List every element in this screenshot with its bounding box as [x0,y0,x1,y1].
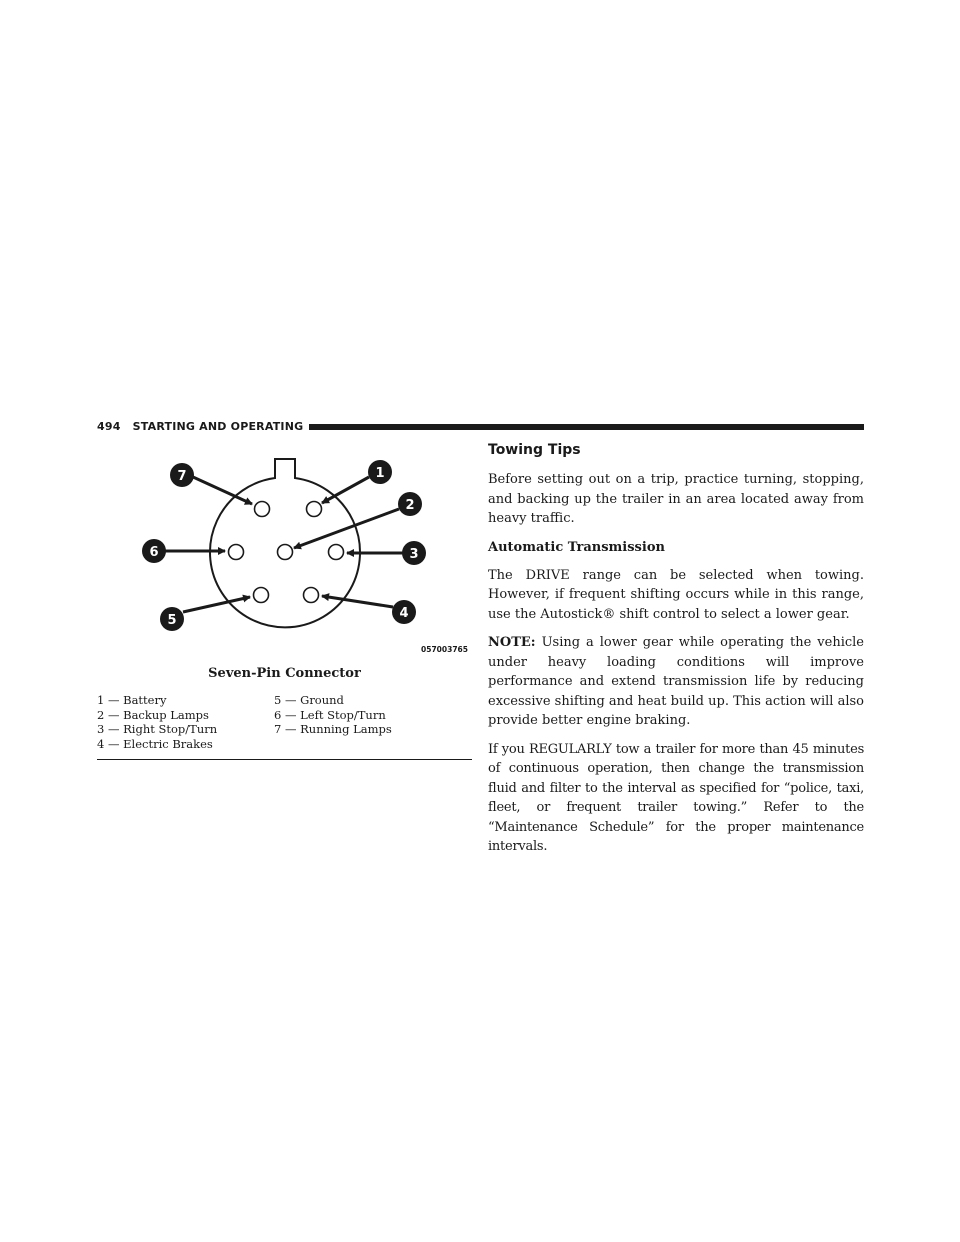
callout-4-label: 4 [399,606,409,621]
legend-item: 6 — Left Stop/Turn [274,707,386,722]
callout-6-label: 6 [149,545,159,560]
legend-item: 5 — Ground [274,693,344,707]
legend-rule [97,759,472,760]
callout-2-label: 2 [405,498,415,513]
pin-5 [254,588,269,603]
note-text: Using a lower gear while operating the vehicle under heavy loading conditions will improve performance and extend transmission life by reducing excessive shifting and heat build up. This action will also provide better engine braking. [488,635,864,728]
legend-item: 4 — Electric Brakes [97,736,213,751]
body-column [488,440,864,866]
note-paragraph [488,633,864,731]
page-number: 494 [97,420,121,433]
paragraph-intro: Before setting out on a trip, practice turning, stopping, and backing up the trailer in an area located away from heavy traffic. [488,472,864,526]
pin-6 [229,545,244,560]
pin-7 [255,502,270,517]
seven-pin-connector-figure [97,445,472,663]
leader-1 [322,477,369,503]
callout-1-label: 1 [375,466,385,481]
legend-item: 7 — Running Lamps [274,722,392,736]
page-header [97,419,864,435]
connector-diagram [97,445,472,663]
pin-1 [307,502,322,517]
subheading: Automatic Transmission [488,539,665,555]
paragraph-maintenance: If you REGULARLY tow a trailer for more than 45 minutes of continuous operation, then change the transmission fluid and filter to the interval as specified for “police, taxi, fleet, or frequent trailer towing.” Refer to the “Maintenance Schedule” for the proper maintenance intervals. [488,741,864,854]
figure-legend [97,693,472,751]
header-rule [309,424,864,430]
section-title: STARTING AND OPERATING [132,420,304,433]
note-label: NOTE: [488,635,536,650]
callout-7-label: 7 [177,469,187,484]
legend-item: 2 — Backup Lamps [97,707,209,722]
leader-5 [183,597,250,612]
legend-item: 1 — Battery [97,693,167,707]
page-header-text [97,419,303,435]
leader-4 [322,596,393,607]
callout-5-label: 5 [167,613,177,628]
figure-id: 057003765 [421,645,468,654]
pin-4 [304,588,319,603]
callout-3-label: 3 [409,547,419,562]
pin-3 [329,545,344,560]
legend-row [97,693,472,708]
section-heading: Towing Tips [488,442,581,458]
legend-row [97,722,472,737]
paragraph-drive-range: The DRIVE range can be selected when towing. However, if frequent shifting occurs while in this range, use the Autostick® shift control to select a lower gear. [488,567,864,622]
pin-2 [278,545,293,560]
figure-caption: Seven-Pin Connector [208,666,361,681]
legend-item: 3 — Right Stop/Turn [97,722,218,736]
legend-row [97,708,472,723]
legend-row [97,737,472,752]
